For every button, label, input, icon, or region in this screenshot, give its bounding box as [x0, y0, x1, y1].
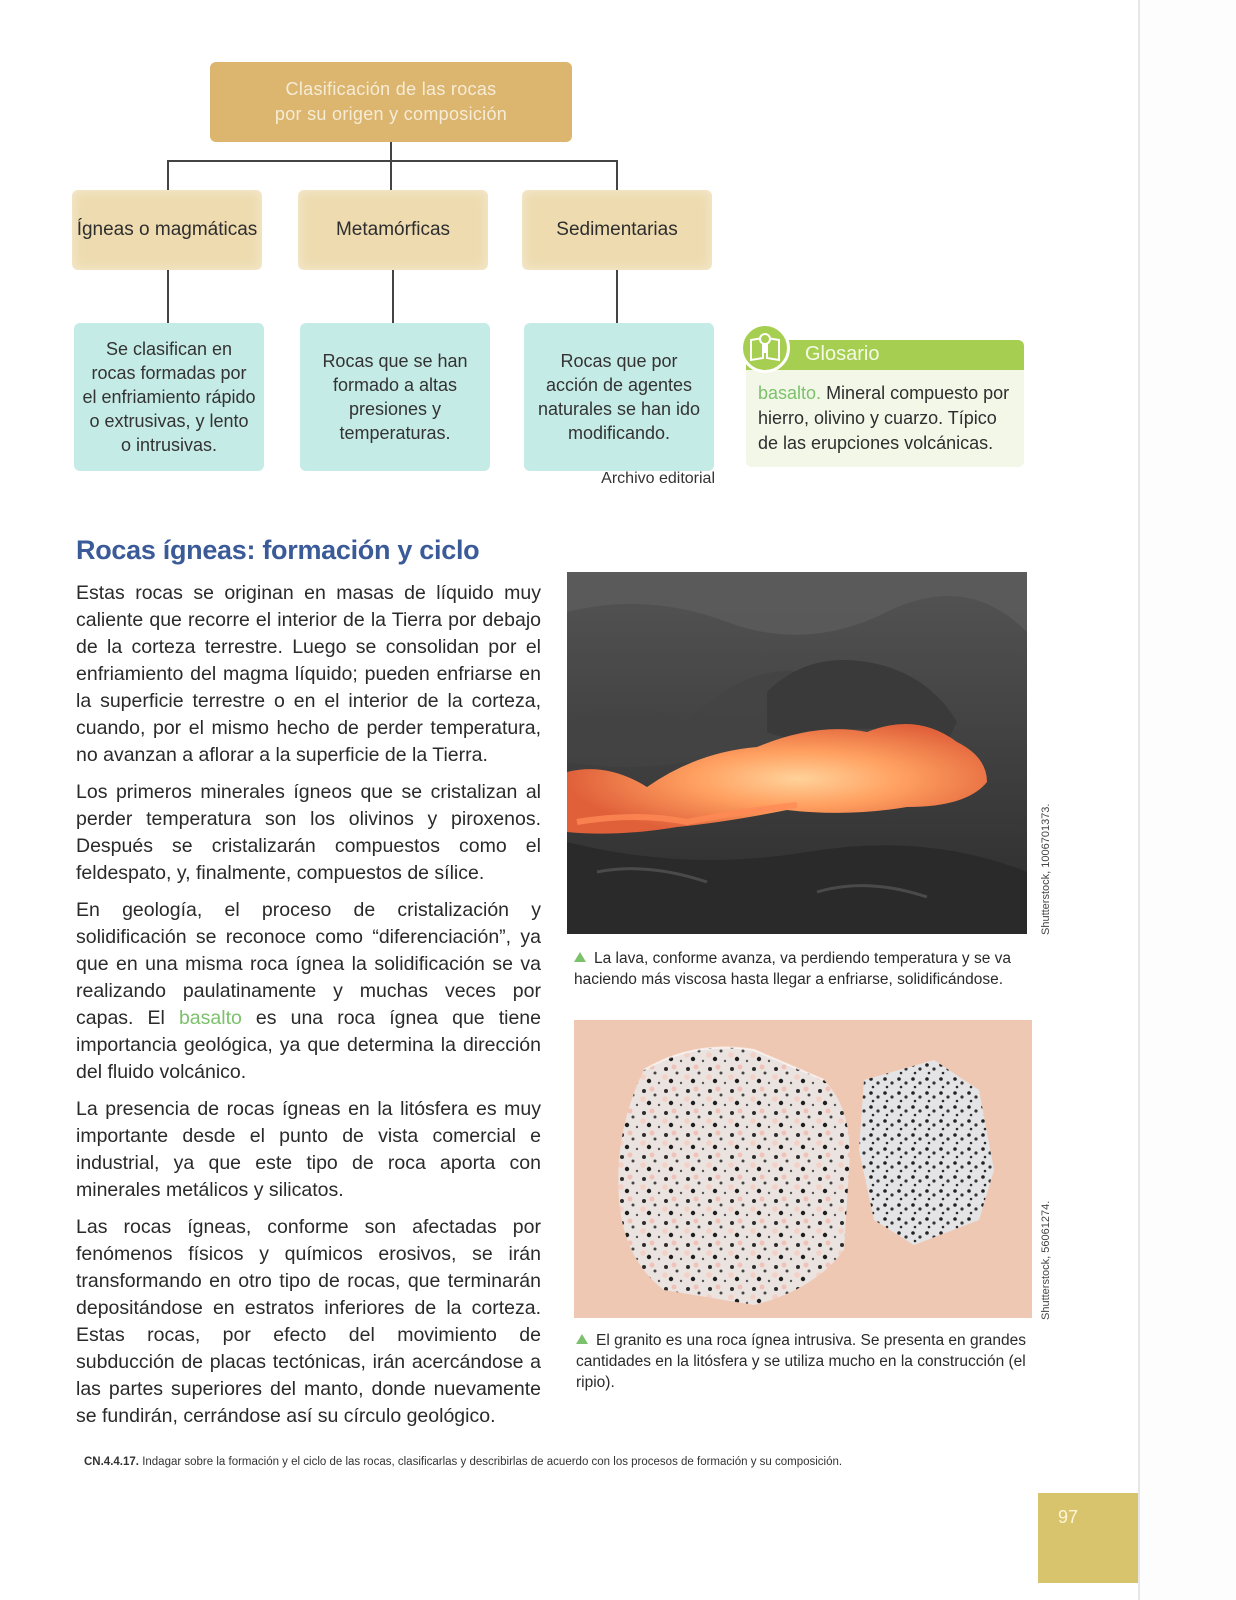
- glossary-definition: Mineral compuesto por hierro, olivino y cuarzo. Típico de las erupciones volcánicas.: [758, 383, 1010, 453]
- category-sedimentarias: Sedimentarias: [522, 190, 712, 270]
- concept-map-root-line1: Clasificación de las rocas: [285, 79, 497, 99]
- concept-map-root-line2: por su origen y composición: [274, 104, 508, 124]
- connector-right-down: [616, 160, 618, 190]
- curriculum-footer: [84, 1456, 1034, 1468]
- concept-map-root: [210, 62, 572, 142]
- description-sedimentarias: Rocas que por acción de agentes naturales se han ido modificando.: [524, 323, 714, 471]
- description-igneas: Se clasifican en rocas formadas por el enfriamiento rápido o extrusivas, y lento o intrusivas.: [74, 323, 264, 471]
- glossary-title: Glosario: [805, 343, 880, 365]
- granite-caption: [576, 1330, 1026, 1393]
- glossary-term: basalto.: [758, 383, 822, 403]
- lava-photo: [567, 572, 1027, 934]
- curriculum-code: CN.4.4.17.: [84, 1456, 139, 1468]
- page-number: 97: [1038, 1493, 1138, 1583]
- lava-caption: [574, 948, 1014, 990]
- triangle-bullet-icon: [574, 952, 586, 962]
- paragraph-1: Estas rocas se originan en masas de líquido muy caliente que recorre el interior de la Tierra por debajo de la corteza terrestre. Luego se consolidan por el enfriamiento del magma líquido; pueden enfriarse en la superficie terrestre o en el interior de la corteza, cuando, por el mismo hecho de perder temperatura, no avanzan a aflorar a la superficie de la Tierra.: [76, 582, 541, 766]
- curriculum-text: Indagar sobre la formación y el ciclo de las rocas, clasificarlas y describirlas de acuerdo con los procesos de formación y su composición.: [142, 1456, 843, 1468]
- connector-left-down: [167, 160, 169, 190]
- basalto-link: basalto: [178, 1007, 242, 1029]
- triangle-bullet-icon: [576, 1334, 588, 1344]
- description-metamorficas: Rocas que se han formado a altas presiones y temperaturas.: [300, 323, 490, 471]
- book-icon: [740, 323, 790, 373]
- lava-caption-text: La lava, conforme avanza, va perdiendo temperatura y se va haciendo más viscosa hasta llegar a enfriarse, solidificándose.: [574, 950, 1012, 988]
- paragraph-3-start: En geología, el proceso de cristalización y solidificación se reconoce como “diferenciación”, ya que en una misma roca ígnea la solidificación se va realizando paulatinamente y muchas veces por capas. El: [76, 899, 541, 1029]
- paragraph-3-end: es una roca ígnea que tiene importancia geológica, ya que determina la dirección del fluido volcánico.: [76, 1007, 541, 1083]
- body-column: [76, 580, 541, 1440]
- granite-caption-text: El granito es una roca ígnea intrusiva. Se presenta en grandes cantidades en la litósfera y se utiliza mucho en la construcción (el ripio).: [576, 1332, 1026, 1391]
- paragraph-5: Las rocas ígneas, conforme son afectadas por fenómenos físicos y químicos erosivos, se irán transformando en otro tipo de rocas, que terminarán depositándose en estratos inferiores de la corteza. Estas rocas, por efecto del movimiento de subducción de placas tectónicas, irán acercándose a las partes superiores del manto, donde nuevamente se fundirán, cerrándose así su círculo geológico.: [76, 1216, 541, 1427]
- connector-cat3-desc: [616, 270, 618, 323]
- concept-map-credit: Archivo editorial: [601, 470, 715, 487]
- connector-root-down: [390, 142, 392, 190]
- category-metamorficas: Metamórficas: [298, 190, 488, 270]
- connector-horizontal: [167, 160, 617, 162]
- connector-cat2-desc: [392, 270, 394, 323]
- connector-cat1-desc: [167, 270, 169, 323]
- granite-photo: [574, 1020, 1032, 1318]
- page-edge: [1138, 0, 1236, 1600]
- paragraph-2: Los primeros minerales ígneos que se cristalizan al perder temperatura son los olivinos y piroxenos. Después se cristalizarán compuestos como el feldespato, y, finalmente, compuestos de sílice.: [76, 781, 541, 884]
- section-title: Rocas ígneas: formación y ciclo: [76, 535, 480, 565]
- glossary-entry: [758, 381, 1016, 456]
- paragraph-3: [76, 897, 541, 1086]
- category-igneas: Ígneas o magmáticas: [72, 190, 262, 270]
- granite-photo-credit: Shutterstock, 56061274.: [1040, 1200, 1052, 1320]
- paragraph-4: La presencia de rocas ígneas en la litósfera es muy importante desde el punto de vista comercial e industrial, ya que este tipo de roca aporta con minerales metálicos y silicatos.: [76, 1098, 541, 1201]
- lava-photo-credit: Shutterstock, 1006701373.: [1040, 803, 1052, 935]
